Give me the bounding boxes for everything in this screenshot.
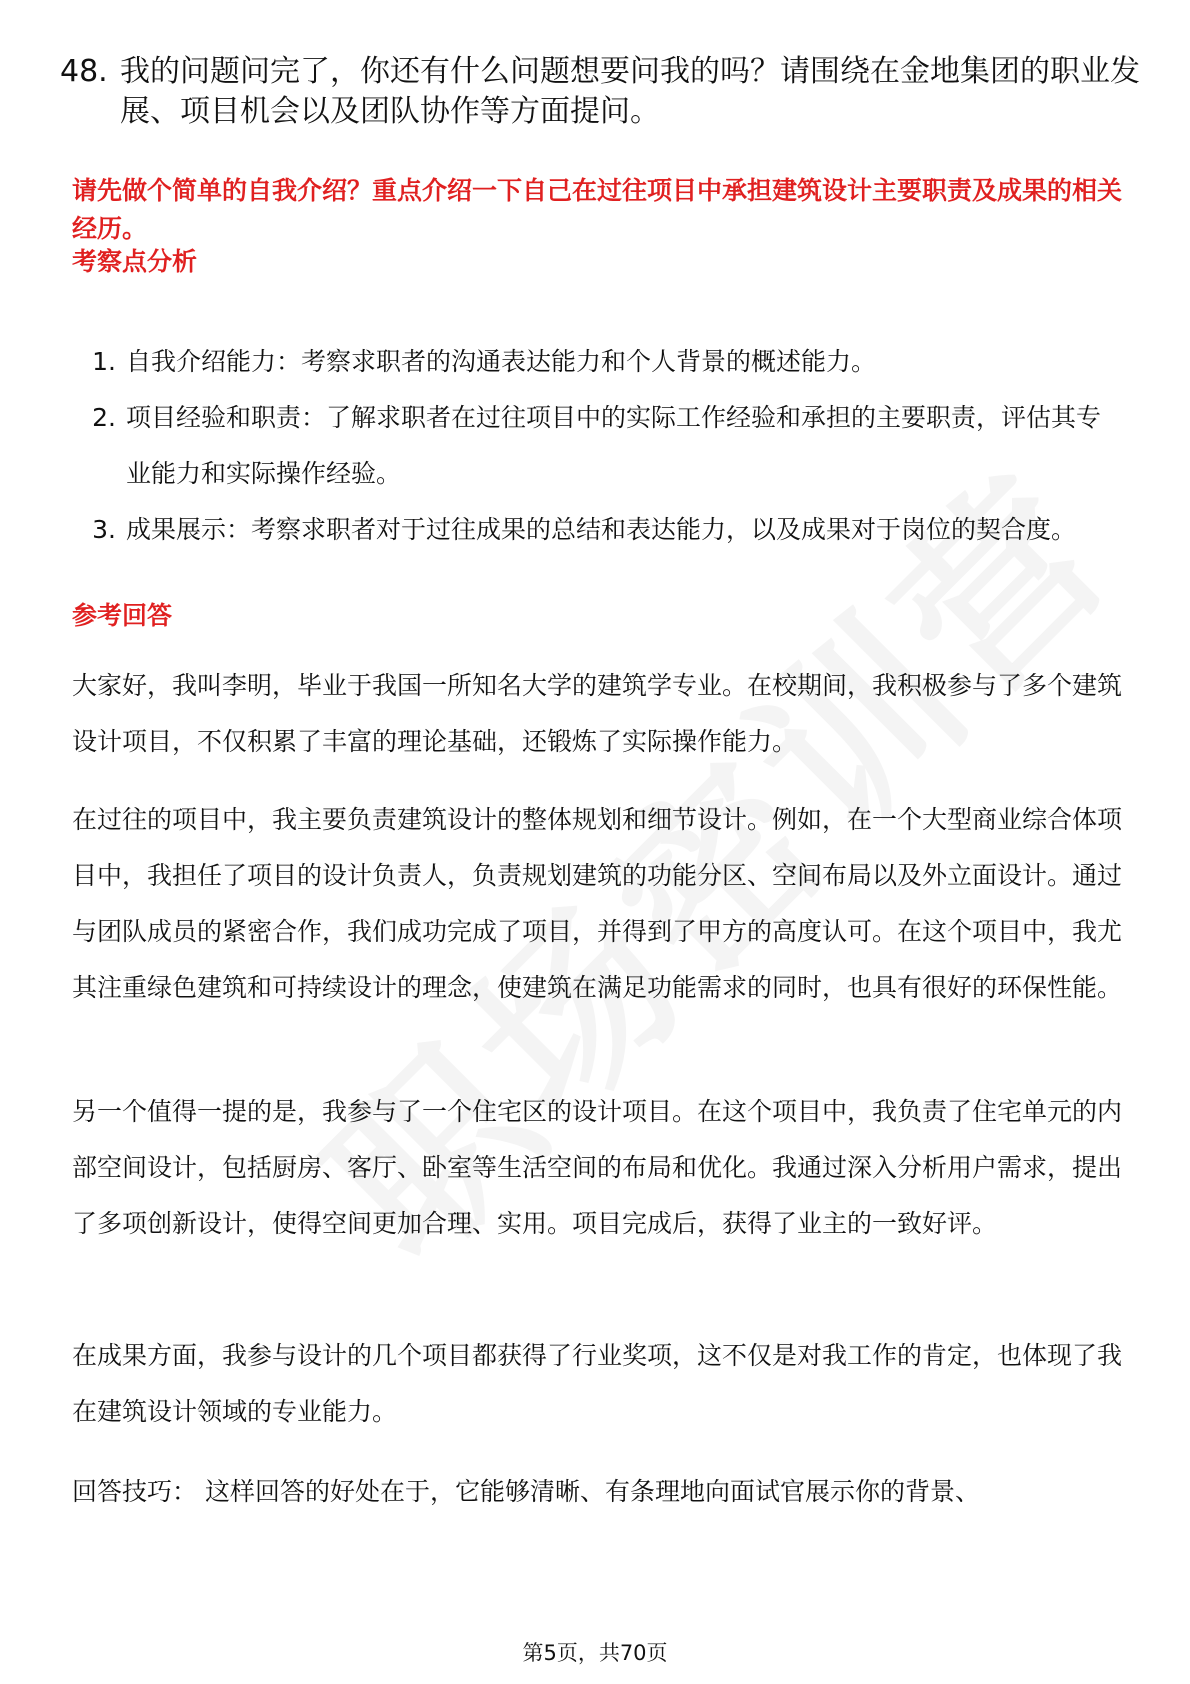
question-text: 我的问题问完了，你还有什么问题想要问我的吗？请围绕在金地集团的职业发展、项目机会以及团队协作等方面提问。 — [120, 54, 1140, 129]
analysis-heading: 考察点分析 — [72, 247, 198, 276]
question-number: 48. — [60, 54, 108, 89]
page-number: 第5页，共70页 — [522, 1641, 668, 1665]
list-item — [72, 334, 1122, 390]
answer-paragraph: 在成果方面，我参与设计的几个项目都获得了行业奖项，这不仅是对我工作的肯定，也体现了我在建筑设计领域的专业能力。 — [72, 1341, 1123, 1426]
list-item-text: 项目经验和职责：了解求职者在过往项目中的实际工作经验和承担的主要职责，评估其专业能力和实际操作经验。 — [126, 403, 1102, 488]
answer-paragraph: 大家好，我叫李明，毕业于我国一所知名大学的建筑学专业。在校期间，我积极参与了多个建筑设计项目，不仅积累了丰富的理论基础，还锻炼了实际操作能力。 — [72, 671, 1123, 756]
interview-question: 请先做个简单的自我介绍？重点介绍一下自己在过往项目中承担建筑设计主要职责及成果的相关经历。 — [72, 176, 1123, 243]
list-item — [72, 502, 1122, 558]
question-block — [60, 52, 1140, 132]
answer-heading: 参考回答 — [72, 601, 173, 630]
answer-tips: 回答技巧： 这样回答的好处在于，它能够清晰、有条理地向面试官展示你的背景、 — [72, 1477, 980, 1506]
list-item — [72, 390, 1122, 502]
analysis-list — [72, 334, 1122, 558]
list-item-index: 2. — [92, 403, 116, 432]
list-item-index: 3. — [92, 515, 116, 544]
list-item-index: 1. — [92, 347, 116, 376]
answer-paragraph: 另一个值得一提的是，我参与了一个住宅区的设计项目。在这个项目中，我负责了住宅单元的内部空间设计，包括厨房、客厅、卧室等生活空间的布局和优化。我通过深入分析用户需求，提出了多项创新设计，使得空间更加合理、实用。项目完成后，获得了业主的一致好评。 — [72, 1097, 1123, 1238]
answer-paragraph: 在过往的项目中，我主要负责建筑设计的整体规划和细节设计。例如，在一个大型商业综合体项目中，我担任了项目的设计负责人，负责规划建筑的功能分区、空间布局以及外立面设计。通过与团队成员的紧密合作，我们成功完成了项目，并得到了甲方的高度认可。在这个项目中，我尤其注重绿色建筑和可持续设计的理念，使建筑在满足功能需求的同时，也具有很好的环保性能。 — [72, 805, 1123, 1002]
list-item-text: 成果展示：考察求职者对于过往成果的总结和表达能力，以及成果对于岗位的契合度。 — [126, 515, 1077, 544]
list-item-text: 自我介绍能力：考察求职者的沟通表达能力和个人背景的概述能力。 — [126, 347, 877, 376]
